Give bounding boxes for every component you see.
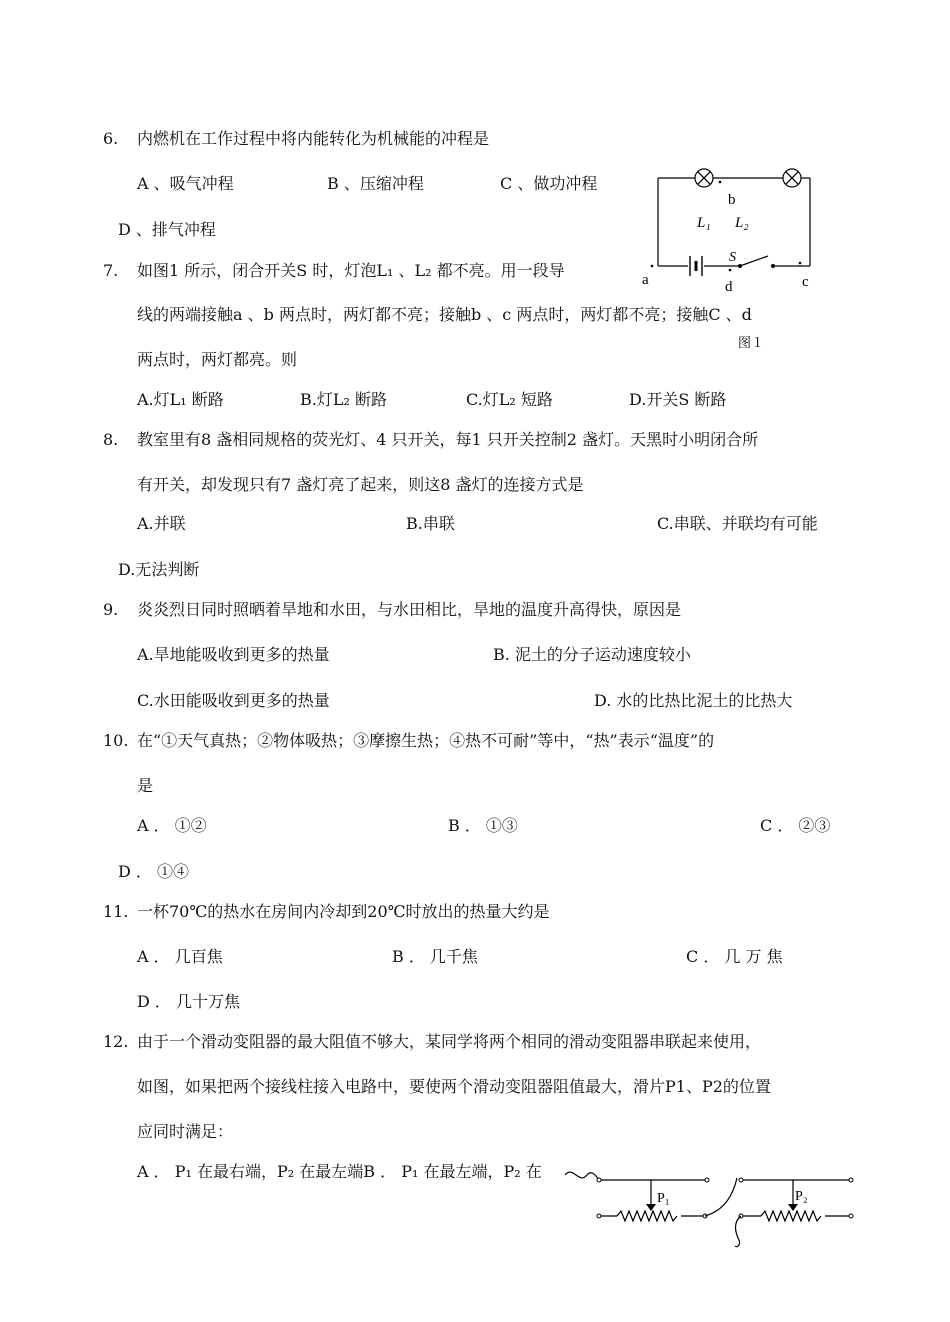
battery-icon (690, 256, 702, 276)
q9-number: 9. (103, 600, 119, 619)
q9-option-d: D. 水的比热比泥土的比热大 (594, 691, 793, 710)
q11-number: 11. (103, 902, 129, 921)
q6-option-d: D 、排气冲程 (118, 220, 216, 239)
q10-option-b: B ． ①③ (448, 816, 518, 835)
q10-line2: 是 (137, 776, 154, 795)
figure1-circuit (640, 160, 830, 360)
q6-option-c: C 、做功冲程 (500, 174, 598, 193)
q12-line2: 如图，如果把两个接线柱接入电路中，要使两个滑动变阻器阻值最大，滑片P1、P2的位置 (137, 1077, 771, 1096)
figure2-rheostats (565, 1160, 865, 1260)
q10-option-d: D ． ①④ (118, 862, 190, 881)
q9-option-a: A.旱地能吸收到更多的热量 (137, 645, 330, 664)
q10-line1: 在“①天气真热；②物体吸热；③摩擦生热；④热不可耐”等中，“热”表示“温度”的 (137, 731, 715, 750)
q9-text: 炎炎烈日同时照晒着旱地和水田，与水田相比，旱地的温度升高得快，原因是 (137, 600, 682, 619)
q6-option-b: B 、压缩冲程 (327, 174, 424, 193)
q7-option-b: B.灯L₂ 断路 (300, 390, 387, 409)
lamp-l2-icon (783, 169, 801, 187)
figure1-label-a: a (642, 272, 649, 288)
figure2-label-p1: P₁ (657, 1191, 670, 1206)
figure1-label-s: S (729, 250, 736, 265)
q11-option-c: C ． 几 万 焦 (686, 947, 783, 966)
q8-line2: 有开关，却发现只有7 盏灯亮了起来，则这8 盏灯的连接方式是 (137, 475, 584, 494)
q7-line3: 两点时，两灯都亮。则 (137, 350, 298, 369)
q11-text: 一杯70℃的热水在房间内冷却到20℃时放出的热量大约是 (137, 902, 550, 921)
figure1-caption: 图１ (738, 336, 765, 351)
q12-line1: 由于一个滑动变阻器的最大阻值不够大，某同学将两个相同的滑动变阻器串联起来使用， (137, 1032, 762, 1051)
q12-line3: 应同时满足： (137, 1122, 234, 1141)
q6-number: 6. (103, 129, 119, 148)
q11-option-d: D ． 几十万焦 (137, 992, 241, 1011)
q12-options-ab: A ． P₁ 在最右端，P₂ 在最左端B ． P₁ 在最左端，P₂ 在 (137, 1162, 542, 1181)
q10-number: 10. (103, 731, 129, 750)
q9-option-b: B. 泥土的分子运动速度较小 (493, 645, 691, 664)
q11-option-a: A ． 几百焦 (137, 947, 223, 966)
q9-option-c: C.水田能吸收到更多的热量 (137, 691, 330, 710)
switch-icon (738, 256, 775, 268)
q10-option-c: C ． ②③ (760, 816, 831, 835)
figure2-label-p2: P₂ (795, 1189, 808, 1204)
q8-line1: 教室里有8 盏相同规格的荧光灯、4 只开关，每1 只开关控制2 盏灯。天黑时小明闭合所 (137, 430, 759, 449)
q8-number: 8. (103, 430, 119, 449)
q6-option-a: A 、吸气冲程 (137, 174, 234, 193)
q11-option-b: B ． 几千焦 (392, 947, 478, 966)
q12-number: 12. (103, 1032, 129, 1051)
q7-line1: 如图1 所示，闭合开关S 时，灯泡L₁ 、L₂ 都不亮。用一段导 (137, 261, 565, 280)
q10-option-a: A ． ①② (137, 816, 207, 835)
q6-text: 内燃机在工作过程中将内能转化为机械能的冲程是 (137, 129, 490, 148)
q7-option-d: D.开关S 断路 (629, 390, 727, 409)
q8-option-d: D.无法判断 (118, 560, 200, 579)
q8-option-c: C.串联、并联均有可能 (657, 514, 818, 533)
lamp-l1-icon (695, 169, 713, 187)
figure1-label-b: b (728, 192, 736, 208)
figure1-label-c: c (802, 274, 809, 290)
q7-line2: 线的两端接触a 、b 两点时，两灯都不亮；接触b 、c 两点时，两灯都不亮；接触C 、d (137, 305, 752, 324)
q7-option-a: A.灯L₁ 断路 (137, 390, 224, 409)
q8-option-a: A.并联 (137, 514, 186, 533)
figure1-label-d: d (725, 279, 733, 295)
q8-option-b: B.串联 (406, 514, 455, 533)
q7-number: 7. (103, 261, 119, 280)
figure1-label-l2: L₂ (735, 215, 749, 231)
figure1-label-l1: L₁ (697, 215, 711, 231)
q7-option-c: C.灯L₂ 短路 (466, 390, 553, 409)
